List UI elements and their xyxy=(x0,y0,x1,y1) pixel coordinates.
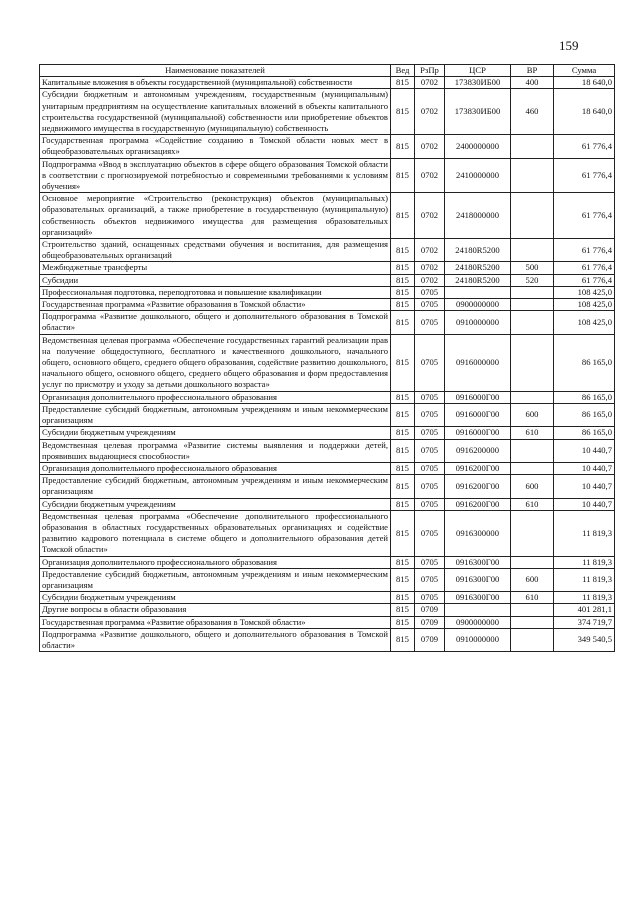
cell-csr: 0916200Г00 xyxy=(445,498,511,510)
cell-sum: 61 776,4 xyxy=(554,193,615,239)
cell-name: Государственная программа «Содействие созданию в Томской области новых мест в общеобразовательных организациях» xyxy=(40,135,391,158)
cell-sum: 11 819,3 xyxy=(554,510,615,556)
cell-vr: 610 xyxy=(511,592,554,604)
cell-name: Субсидии бюджетным учреждениям xyxy=(40,498,391,510)
cell-rzpr: 0705 xyxy=(415,475,445,498)
cell-sum: 61 776,4 xyxy=(554,158,615,193)
table-row xyxy=(40,158,615,193)
cell-vr xyxy=(511,299,554,311)
cell-csr: 2410000000 xyxy=(445,158,511,193)
cell-ved: 815 xyxy=(391,262,415,274)
cell-sum: 10 440,7 xyxy=(554,498,615,510)
cell-name: Межбюджетные трансферты xyxy=(40,262,391,274)
cell-ved: 815 xyxy=(391,475,415,498)
cell-csr xyxy=(445,604,511,616)
cell-csr: 2418000000 xyxy=(445,193,511,239)
cell-vr xyxy=(511,439,554,462)
cell-sum: 86 165,0 xyxy=(554,427,615,439)
cell-rzpr: 0705 xyxy=(415,334,445,391)
cell-ved: 815 xyxy=(391,77,415,89)
cell-rzpr: 0705 xyxy=(415,311,445,334)
cell-rzpr: 0705 xyxy=(415,439,445,462)
table-row xyxy=(40,77,615,89)
cell-ved: 815 xyxy=(391,568,415,591)
table-row xyxy=(40,475,615,498)
cell-sum: 61 776,4 xyxy=(554,262,615,274)
table-row xyxy=(40,239,615,262)
table-row xyxy=(40,286,615,298)
table-row xyxy=(40,604,615,616)
cell-csr: 0910000000 xyxy=(445,628,511,651)
cell-ved: 815 xyxy=(391,311,415,334)
cell-sum: 108 425,0 xyxy=(554,311,615,334)
cell-vr: 610 xyxy=(511,427,554,439)
cell-csr: 0900000000 xyxy=(445,299,511,311)
cell-sum: 10 440,7 xyxy=(554,475,615,498)
cell-vr xyxy=(511,391,554,403)
cell-rzpr: 0705 xyxy=(415,286,445,298)
cell-ved: 815 xyxy=(391,439,415,462)
cell-rzpr: 0705 xyxy=(415,462,445,474)
cell-vr: 600 xyxy=(511,403,554,426)
table-row xyxy=(40,391,615,403)
header-sum: Сумма xyxy=(554,65,615,77)
cell-ved: 815 xyxy=(391,556,415,568)
cell-ved: 815 xyxy=(391,135,415,158)
cell-name: Строительство зданий, оснащенных средствами обучения и воспитания, для размещения общеобразовательных организаций xyxy=(40,239,391,262)
cell-sum: 108 425,0 xyxy=(554,286,615,298)
cell-sum: 61 776,4 xyxy=(554,239,615,262)
cell-name: Субсидии бюджетным учреждениям xyxy=(40,427,391,439)
cell-name: Ведомственная целевая программа «Обеспечение дополнительного профессионального образования в областных государственных образовательных организациях и содействие развитию кадрового потенциала в системе общего и дополнительного образования детей Томской области» xyxy=(40,510,391,556)
cell-csr: 0916200Г00 xyxy=(445,462,511,474)
header-vr: ВР xyxy=(511,65,554,77)
cell-ved: 815 xyxy=(391,274,415,286)
cell-ved: 815 xyxy=(391,193,415,239)
header-ved: Вед xyxy=(391,65,415,77)
cell-rzpr: 0705 xyxy=(415,568,445,591)
cell-csr: 2400000000 xyxy=(445,135,511,158)
table-row xyxy=(40,311,615,334)
table-row xyxy=(40,299,615,311)
cell-csr xyxy=(445,286,511,298)
budget-table xyxy=(39,64,615,652)
cell-csr: 0916000Г00 xyxy=(445,427,511,439)
table-row xyxy=(40,556,615,568)
cell-rzpr: 0702 xyxy=(415,193,445,239)
cell-sum: 86 165,0 xyxy=(554,334,615,391)
cell-csr: 173830ИБ00 xyxy=(445,77,511,89)
cell-rzpr: 0702 xyxy=(415,89,445,135)
cell-rzpr: 0709 xyxy=(415,604,445,616)
cell-rzpr: 0709 xyxy=(415,616,445,628)
cell-sum: 401 281,1 xyxy=(554,604,615,616)
header-csr: ЦСР xyxy=(445,65,511,77)
cell-rzpr: 0705 xyxy=(415,403,445,426)
cell-csr: 0916200000 xyxy=(445,439,511,462)
cell-sum: 18 640,0 xyxy=(554,77,615,89)
table-row xyxy=(40,334,615,391)
cell-name: Подпрограмма «Ввод в эксплуатацию объектов в сфере общего образования Томской области в соответствии с прогнозируемой потребностью и современными требованиями к условиям обучения» xyxy=(40,158,391,193)
cell-rzpr: 0705 xyxy=(415,299,445,311)
cell-csr: 0916300Г00 xyxy=(445,568,511,591)
cell-name: Государственная программа «Развитие образования в Томской области» xyxy=(40,299,391,311)
cell-vr: 400 xyxy=(511,77,554,89)
cell-csr: 173830ИБ00 xyxy=(445,89,511,135)
cell-ved: 815 xyxy=(391,391,415,403)
cell-ved: 815 xyxy=(391,89,415,135)
cell-vr: 600 xyxy=(511,475,554,498)
cell-name: Ведомственная целевая программа «Развитие системы выявления и поддержки детей, проявивших выдающиеся способности» xyxy=(40,439,391,462)
cell-sum: 18 640,0 xyxy=(554,89,615,135)
cell-name: Ведомственная целевая программа «Обеспечение государственных гарантий реализации прав на получение общедоступного, бесплатного и качественного дошкольного, начального общего, основного общего, среднего общего образования, содействие развитию дошкольного, начального общего, основного общего, среднего общего образования и форм предоставления услуг по присмотру и уходу за детьми дошкольного возраста» xyxy=(40,334,391,391)
cell-sum: 86 165,0 xyxy=(554,391,615,403)
header-name: Наименование показателей xyxy=(40,65,391,77)
cell-rzpr: 0705 xyxy=(415,592,445,604)
cell-csr: 0916300000 xyxy=(445,510,511,556)
cell-rzpr: 0702 xyxy=(415,77,445,89)
cell-name: Капитальные вложения в объекты государственной (муниципальной) собственности xyxy=(40,77,391,89)
table-row xyxy=(40,616,615,628)
cell-csr: 0910000000 xyxy=(445,311,511,334)
cell-name: Предоставление субсидий бюджетным, автономным учреждениям и иным некоммерческим организациям xyxy=(40,568,391,591)
cell-rzpr: 0705 xyxy=(415,510,445,556)
cell-name: Субсидии бюджетным и автономным учреждениям, государственным (муниципальным) унитарным предприятиям на осуществление капитальных вложений в объекты капитального строительства государственной (муниципальной) собственности или приобретение объектов недвижимого имущества в государственную (муниципальную) собственность xyxy=(40,89,391,135)
cell-rzpr: 0702 xyxy=(415,158,445,193)
cell-ved: 815 xyxy=(391,239,415,262)
table-row xyxy=(40,439,615,462)
cell-sum: 11 819,3 xyxy=(554,592,615,604)
cell-name: Основное мероприятие «Строительство (реконструкция) объектов (муниципальных) образовательных организаций, а также приобретение в государственную (муниципальную) собственность объектов недвижимого имущества для размещения образовательных организаций» xyxy=(40,193,391,239)
cell-csr: 0916000Г00 xyxy=(445,391,511,403)
cell-sum: 374 719,7 xyxy=(554,616,615,628)
table-row xyxy=(40,510,615,556)
cell-ved: 815 xyxy=(391,462,415,474)
cell-ved: 815 xyxy=(391,286,415,298)
cell-ved: 815 xyxy=(391,158,415,193)
cell-vr xyxy=(511,556,554,568)
cell-csr: 24180R5200 xyxy=(445,274,511,286)
cell-name: Государственная программа «Развитие образования в Томской области» xyxy=(40,616,391,628)
header-rzpr: РзПр xyxy=(415,65,445,77)
cell-name: Подпрограмма «Развитие дошкольного, общего и дополнительного образования в Томской области» xyxy=(40,311,391,334)
table-header-row xyxy=(40,65,615,77)
cell-ved: 815 xyxy=(391,403,415,426)
cell-sum: 86 165,0 xyxy=(554,403,615,426)
table-row xyxy=(40,628,615,651)
cell-name: Организация дополнительного профессионального образования xyxy=(40,391,391,403)
table-row xyxy=(40,462,615,474)
cell-name: Субсидии xyxy=(40,274,391,286)
cell-ved: 815 xyxy=(391,592,415,604)
cell-ved: 815 xyxy=(391,604,415,616)
cell-csr: 0916000000 xyxy=(445,334,511,391)
cell-vr xyxy=(511,158,554,193)
cell-vr: 610 xyxy=(511,498,554,510)
table-row xyxy=(40,568,615,591)
cell-rzpr: 0705 xyxy=(415,556,445,568)
cell-csr: 0916300Г00 xyxy=(445,556,511,568)
cell-sum: 10 440,7 xyxy=(554,462,615,474)
cell-sum: 61 776,4 xyxy=(554,135,615,158)
cell-rzpr: 0702 xyxy=(415,274,445,286)
table-row xyxy=(40,89,615,135)
page-number: 159 xyxy=(559,38,579,53)
table-row xyxy=(40,262,615,274)
cell-vr xyxy=(511,135,554,158)
cell-csr: 24180R5200 xyxy=(445,239,511,262)
cell-vr: 500 xyxy=(511,262,554,274)
cell-name: Предоставление субсидий бюджетным, автономным учреждениям и иным некоммерческим организациям xyxy=(40,403,391,426)
cell-csr: 24180R5200 xyxy=(445,262,511,274)
cell-vr xyxy=(511,510,554,556)
cell-sum: 10 440,7 xyxy=(554,439,615,462)
cell-name: Подпрограмма «Развитие дошкольного, общего и дополнительного образования в Томской области» xyxy=(40,628,391,651)
cell-csr: 0916000Г00 xyxy=(445,403,511,426)
cell-ved: 815 xyxy=(391,299,415,311)
cell-name: Организация дополнительного профессионального образования xyxy=(40,556,391,568)
cell-rzpr: 0702 xyxy=(415,262,445,274)
cell-rzpr: 0705 xyxy=(415,427,445,439)
table-row xyxy=(40,274,615,286)
cell-vr: 460 xyxy=(511,89,554,135)
table-row xyxy=(40,403,615,426)
cell-vr xyxy=(511,286,554,298)
cell-vr xyxy=(511,616,554,628)
cell-ved: 815 xyxy=(391,427,415,439)
cell-ved: 815 xyxy=(391,510,415,556)
cell-rzpr: 0702 xyxy=(415,239,445,262)
cell-name: Профессиональная подготовка, переподготовка и повышение квалификации xyxy=(40,286,391,298)
cell-vr xyxy=(511,239,554,262)
cell-vr xyxy=(511,311,554,334)
table-row xyxy=(40,135,615,158)
cell-rzpr: 0705 xyxy=(415,391,445,403)
cell-name: Другие вопросы в области образования xyxy=(40,604,391,616)
cell-sum: 61 776,4 xyxy=(554,274,615,286)
cell-vr xyxy=(511,462,554,474)
cell-sum: 349 540,5 xyxy=(554,628,615,651)
cell-ved: 815 xyxy=(391,628,415,651)
table-row xyxy=(40,498,615,510)
table-row xyxy=(40,427,615,439)
cell-vr xyxy=(511,628,554,651)
cell-sum: 108 425,0 xyxy=(554,299,615,311)
cell-vr xyxy=(511,334,554,391)
cell-csr: 0900000000 xyxy=(445,616,511,628)
cell-name: Организация дополнительного профессионального образования xyxy=(40,462,391,474)
cell-csr: 0916200Г00 xyxy=(445,475,511,498)
cell-sum: 11 819,3 xyxy=(554,568,615,591)
cell-vr xyxy=(511,604,554,616)
cell-rzpr: 0705 xyxy=(415,498,445,510)
cell-name: Предоставление субсидий бюджетным, автономным учреждениям и иным некоммерческим организациям xyxy=(40,475,391,498)
cell-ved: 815 xyxy=(391,616,415,628)
cell-ved: 815 xyxy=(391,498,415,510)
cell-vr: 600 xyxy=(511,568,554,591)
cell-rzpr: 0709 xyxy=(415,628,445,651)
cell-sum: 11 819,3 xyxy=(554,556,615,568)
cell-vr xyxy=(511,193,554,239)
cell-csr: 0916300Г00 xyxy=(445,592,511,604)
table-row xyxy=(40,592,615,604)
cell-name: Субсидии бюджетным учреждениям xyxy=(40,592,391,604)
cell-vr: 520 xyxy=(511,274,554,286)
table-row xyxy=(40,193,615,239)
cell-ved: 815 xyxy=(391,334,415,391)
cell-rzpr: 0702 xyxy=(415,135,445,158)
